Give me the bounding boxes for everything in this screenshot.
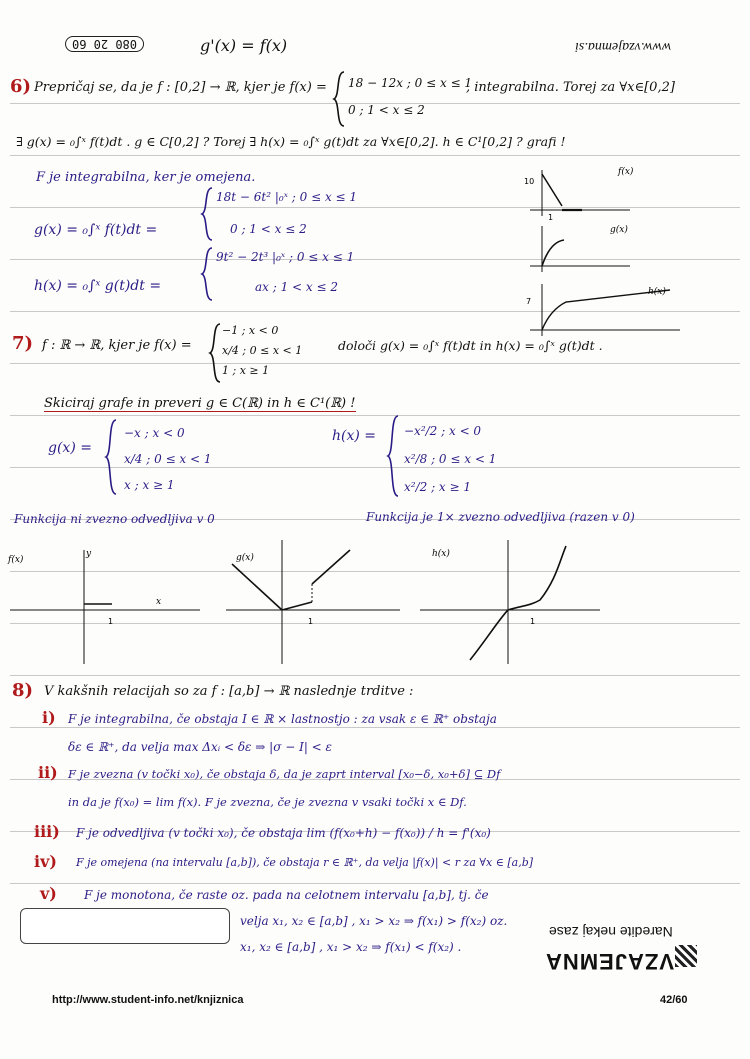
brand-phone-logo: 080 20 60 [65, 36, 144, 52]
graph-tick-label: 1 [530, 617, 536, 626]
task-7-h-definition: h(x) = [332, 428, 377, 444]
task-6-question: ∃ g(x) = ₀∫ˣ f(t)dt . g ∈ C[0,2] ? Torej ∃ h(x) = ₀∫ˣ g(t)dt za ∀x∈[0,2]. h ∈ C¹[0,2] ? grafi ! [16, 134, 566, 149]
task-6-graphs [520, 160, 690, 340]
task-7-case-1: −1 ; x < 0 [222, 324, 279, 337]
header-formula: g'(x) = f(x) [200, 36, 288, 55]
brace-icon [200, 246, 214, 302]
page-number: 42/60 [660, 994, 688, 1006]
task-8-number: 8) [12, 680, 34, 701]
ruled-line [10, 415, 740, 416]
graph-tick-label: 7 [526, 297, 532, 306]
qr-code-icon [675, 945, 697, 967]
task-7-case-2: x/4 ; 0 ≤ x < 1 [222, 344, 303, 357]
ruled-line [10, 155, 740, 156]
task-6-number: 6) [10, 76, 32, 97]
print-stamp [545, 920, 685, 972]
graph-y-label: y [86, 549, 92, 559]
task-7-number: 7) [12, 333, 34, 354]
task-7-g-case-2: x/4 ; 0 ≤ x < 1 [124, 452, 212, 466]
item-i-line-2: δε ∈ ℝ⁺, da velja max Δxᵢ < δε ⇒ |σ − I| < ε [68, 740, 332, 754]
item-ii-number: ii) [38, 763, 58, 782]
stamp-brand: VZAJEMNA [545, 949, 675, 974]
brace-icon [200, 186, 214, 242]
task-6-g-case-1: 18t − 6t² |₀ˣ ; 0 ≤ x ≤ 1 [216, 190, 358, 204]
task-7-statement: f : ℝ → ℝ, kjer je f(x) = [42, 338, 192, 353]
task-7-g-definition: g(x) = [48, 440, 92, 456]
task-7-note-left: Funkcija ni zvezno odvedljiva v 0 [14, 512, 215, 526]
task-7-note-right: Funkcija je 1× zvezno odvedljiva (razen v 0) [366, 510, 635, 524]
ruled-line [10, 467, 740, 468]
item-i-line-1: F je integrabilna, če obstaja I ∈ ℝ × lastnostjo : za vsak ε ∈ ℝ⁺ obstaja [68, 712, 497, 726]
task-6-g-case-2: 0 ; 1 < x ≤ 2 [230, 222, 307, 236]
brace-icon [104, 418, 118, 496]
graph-x-label: x [156, 597, 162, 607]
task-6-h-case-1: 9t² − 2t³ |₀ˣ ; 0 ≤ x ≤ 1 [216, 250, 355, 264]
ruled-line [10, 883, 740, 884]
task-7-g-case-3: x ; x ≥ 1 [124, 478, 175, 492]
graph-tick-label: 1 [308, 617, 314, 626]
item-iv-line-1: F je omejena (na intervalu [a,b]), če obstaja r ∈ ℝ⁺, da velja |f(x)| < r za ∀x ∈ [a,b] [76, 856, 534, 869]
item-iii-line-1: F je odvedljiva (v točki x₀), če obstaja lim (f(x₀+h) − f(x₀)) / h = f'(x₀) [76, 826, 491, 840]
task-6-statement: Prepričaj se, da je f : [0,2] → ℝ, kjer je f(x) = [34, 80, 327, 95]
item-iv-number: iv) [34, 852, 57, 871]
item-ii-line-1: F je zvezna (v točki x₀), če obstaja δ, da je zaprt interval [x₀−δ, x₀+δ] ⊆ Df [68, 767, 501, 781]
graph-f-label: f(x) [618, 167, 634, 177]
task-7-h-case-1: −x²/2 ; x < 0 [404, 424, 482, 438]
task-6-case-1: 18 − 12x ; 0 ≤ x ≤ 1 [348, 76, 473, 90]
graph-tick-label: 10 [524, 177, 535, 186]
task-7-instruction: Skiciraj grafe in preveri g ∈ C(ℝ) in h ∈ C¹(ℝ) ! [44, 396, 356, 411]
task-6-h-definition: h(x) = ₀∫ˣ g(t)dt = [34, 278, 162, 294]
footer-url[interactable]: http://www.student-info.net/knjiznica [52, 994, 244, 1006]
task-7-g-case-1: −x ; x < 0 [124, 426, 185, 440]
print-box [20, 908, 230, 944]
graph-g-label: g(x) [236, 553, 254, 563]
graph-f [530, 170, 630, 216]
item-v-line-1: F je monotona, če raste oz. pada na celotnem intervalu [a,b], tj. če [84, 888, 489, 902]
task-7-h-case-3: x²/2 ; x ≥ 1 [404, 480, 472, 494]
brace-icon [208, 322, 222, 384]
brace-icon [332, 70, 346, 128]
item-iii-number: iii) [34, 822, 60, 841]
item-ii-line-2: in da je f(x₀) = lim f(x). F je zvezna, če je zvezna v vsaki točki x ∈ Df. [68, 795, 467, 809]
task-6-g-definition: g(x) = ₀∫ˣ f(t)dt = [34, 222, 158, 238]
task-6-case-2: 0 ; 1 < x ≤ 2 [348, 103, 425, 117]
graph-f [10, 550, 200, 664]
graph-tick-label: 1 [108, 617, 114, 626]
item-i-number: i) [42, 708, 56, 727]
task-6-statement-end: , integrabilna. Torej za ∀x∈[0,2] [466, 80, 675, 95]
task-7-case-3: 1 ; x ≥ 1 [222, 364, 270, 377]
ruled-line [10, 675, 740, 676]
stamp-slogan: Naredite nekaj zase [549, 924, 673, 940]
graph-tick-label: 1 [548, 213, 554, 222]
ruled-line [10, 363, 740, 364]
brace-icon [386, 414, 400, 498]
item-v-line-2: velja x₁, x₂ ∈ [a,b] , x₁ > x₂ ⇒ f(x₁) > f(x₂) oz. [240, 914, 508, 928]
graph-g-label: g(x) [610, 225, 628, 235]
graph-h-label: h(x) [648, 287, 666, 297]
brand-url: www.vzajemna.si [575, 39, 672, 54]
task-7-statement-end: določi g(x) = ₀∫ˣ f(t)dt in h(x) = ₀∫ˣ g(t)dt . [338, 338, 603, 353]
task-7-h-case-2: x²/8 ; 0 ≤ x < 1 [404, 452, 497, 466]
task-6-h-case-2: ax ; 1 < x ≤ 2 [255, 280, 338, 294]
item-v-line-3: x₁, x₂ ∈ [a,b] , x₁ > x₂ ⇒ f(x₁) < f(x₂) . [240, 940, 462, 954]
item-v-number: v) [40, 884, 57, 903]
graph-h-label: h(x) [432, 549, 450, 559]
ruled-line [10, 727, 740, 728]
task-7-graphs [0, 540, 750, 670]
page-header [0, 28, 750, 58]
graph-f-label: f(x) [8, 555, 24, 565]
task-8-statement: V kakšnih relacijah so za f : [a,b] → ℝ naslednje trditve : [44, 684, 414, 699]
task-6-note: F je integrabilna, ker je omejena. [36, 170, 256, 185]
